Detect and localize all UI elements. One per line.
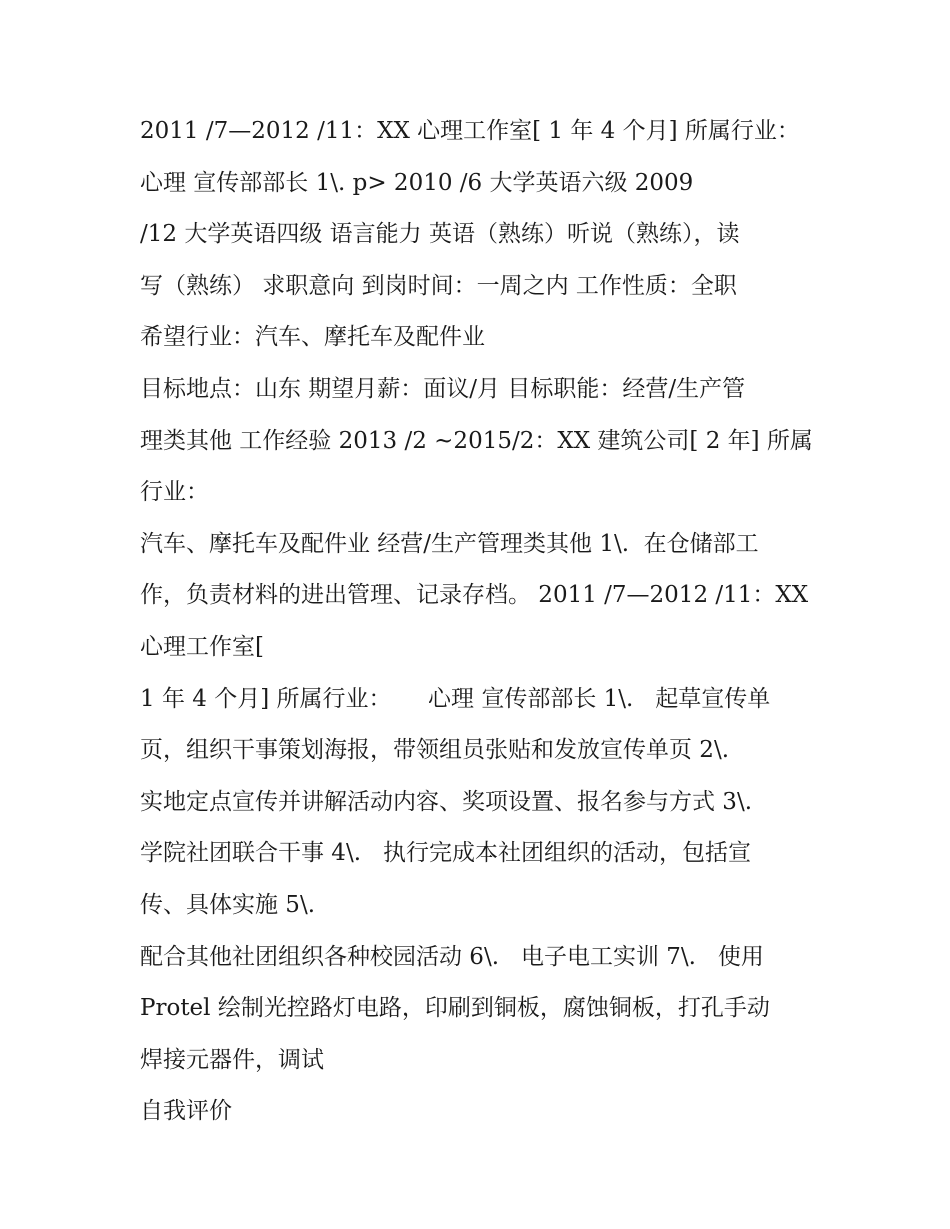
text-line: 2011 /7—2012 /11：XX 心理工作室[ 1 年 4 个月] 所属行业： [140, 118, 800, 144]
text-line: 理类其他 工作经验 2013 /2 ~2015/2：XX 建筑公司[ 2 年] 所属 [140, 427, 813, 454]
text-line: 希望行业：汽车、摩托车及配件业 [140, 324, 485, 351]
text-line: 心理工作室[ [140, 633, 264, 660]
text-line: 行业： [140, 479, 209, 506]
text-line: 焊接元器件，调试 [140, 1046, 324, 1073]
text-line: 传、具体实施 5\. [140, 891, 316, 918]
text-line: 写（熟练） 求职意向 到岗时间：一周之内 工作性质：全职 [140, 272, 737, 299]
text-line: 实地定点宣传并讲解活动内容、奖项设置、报名参与方式 3\. [140, 788, 753, 815]
section-heading-self-evaluation: 自我评价 [140, 1098, 232, 1125]
text-line: 1 年 4 个月] 所属行业： 心理 宣传部部长 1\. 起草宣传单 [140, 685, 771, 712]
text-line: 汽车、摩托车及配件业 经营/生产管理类其他 1\. 在仓储部工 [140, 530, 759, 557]
text-line: /12 大学英语四级 语言能力 英语（熟练）听说（熟练），读 [140, 221, 740, 248]
document-body [140, 106, 820, 1138]
text-line: 学院社团联合干事 4\. 执行完成本社团组织的活动，包括宣 [140, 840, 751, 867]
text-line: 页，组织干事策划海报，带领组员张贴和发放宣传单页 2\. [140, 737, 730, 764]
text-line: Protel 绘制光控路灯电路，印刷到铜板，腐蚀铜板，打孔手动 [140, 995, 770, 1022]
text-line: 配合其他社团组织各种校园活动 6\. 电子电工实训 7\. 使用 [140, 943, 764, 970]
text-line: 心理 宣传部部长 1\. p> 2010 /6 大学英语六级 2009 [140, 169, 694, 196]
text-line: 作，负责材料的进出管理、记录存档。 2011 /7—2012 /11：XX [140, 582, 809, 609]
text-line: 目标地点：山东 期望月薪：面议/月 目标职能：经营/生产管 [140, 375, 746, 402]
